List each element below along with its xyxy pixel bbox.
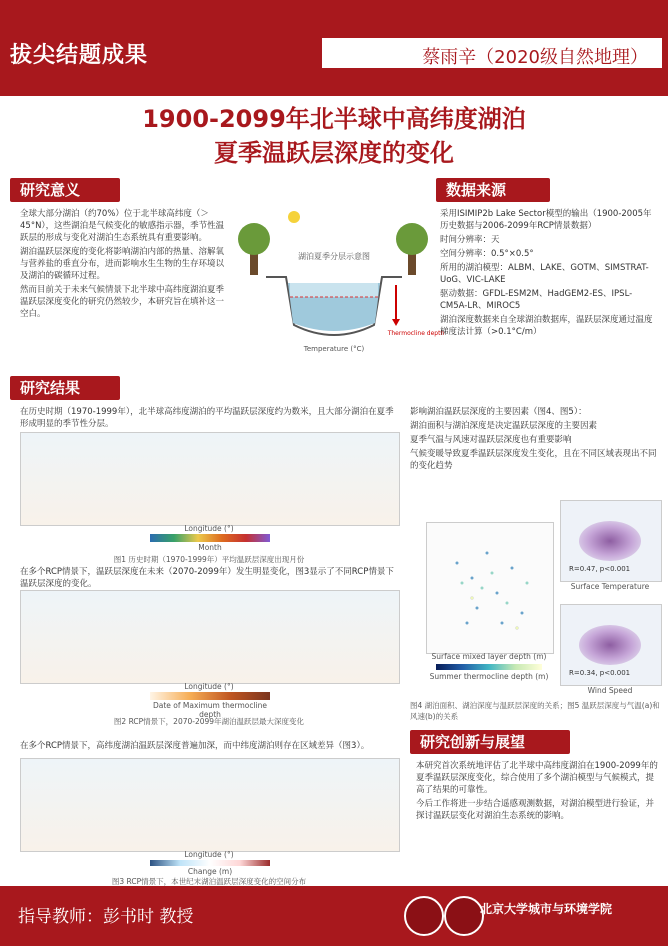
significance-text: [20, 208, 232, 322]
figure-5a-density: [560, 500, 662, 582]
figure-5b-density: [560, 604, 662, 686]
header-title: 拔尖结题成果: [10, 43, 149, 68]
figure-4-colorbar-label: Summer thermocline depth (m): [429, 672, 549, 681]
results-text-3: 在多个RCP情景下，高纬度湖泊温跃层深度普遍加深，而中纬度湖泊则存在区域差异（图3）。: [20, 741, 370, 751]
college-logo: [444, 896, 484, 936]
section-results-heading: 研究结果: [10, 376, 120, 400]
figure-1-legend-title: Month: [198, 543, 222, 552]
poster-title-line2: 夏季温跃层深度的变化: [214, 139, 454, 167]
figure-5b-density-blob: [579, 625, 641, 665]
innovation-paragraph: 本研究首次系统地评估了北半球中高纬度湖泊在1900-2099年的夏季温跃层深度变化，综合使用了多个湖泊模型与气候模式，提高了结果的可靠性。: [416, 761, 658, 795]
figure-5b-stat: R=0.34, p<0.001: [569, 669, 631, 677]
pku-logo: [404, 896, 444, 936]
author-box: [322, 38, 662, 68]
innovation-text: [416, 760, 660, 824]
figure-2-xlabel: Longitude (°): [184, 682, 234, 691]
results-right-paragraph: 影响湖泊温跃层深度的主要因素（图4、图5）：: [410, 407, 587, 417]
results-text-1: 在历史时期（1970-1999年），北半球高纬度湖泊的平均温跃层深度约为数米，且大部分湖泊在夏季形成明显的季节性分层。: [20, 407, 394, 429]
significance-paragraph: 全球大部分湖泊（约70%）位于北半球高纬度（＞45°N），这些湖泊是气候变化的敏感指示器，季节性温跃层的形成与变化对湖泊生态系统具有重要影响。: [20, 209, 225, 243]
data-text: [440, 208, 658, 340]
results-right-paragraph: 夏季气温与风速对温跃层深度也有重要影响: [410, 435, 572, 445]
figure-1-xlabel: Longitude (°): [184, 524, 234, 533]
schematic-title: 湖泊夏季分层示意图: [298, 252, 370, 261]
header-band: [0, 0, 668, 96]
footer-band: [0, 886, 668, 946]
sun-icon: [288, 211, 300, 223]
advisor-name: 指导教师：彭书时 教授: [18, 907, 194, 927]
epilimnion-layer: [290, 283, 378, 297]
innovation-paragraph: 今后工作将进一步结合遥感观测数据，对湖泊模型进行验证，并探讨温跃层变化对湖泊生态系统的影响。: [416, 799, 655, 821]
figure-2-legend-title: Date of Maximum thermocline depth: [152, 701, 268, 719]
college-name: 北京大学城市与环境学院: [480, 902, 613, 916]
figure-3-caption: 图3 RCP情景下，本世纪末湖泊温跃层深度变化的空间分布: [111, 877, 307, 886]
figure-2-legend: [150, 692, 270, 700]
data-paragraph: 采用ISIMIP2b Lake Sector模型的输出（1900-2005年历史数据与2006-2099年RCP情景数据）: [440, 209, 652, 231]
figure-3-map: [20, 758, 400, 852]
figure-4-scatter: [426, 522, 554, 654]
poster-title: [0, 102, 668, 170]
figure-5a-stat: R=0.47, p<0.001: [569, 565, 631, 573]
figure-2-map: [20, 590, 400, 684]
poster-title-line1: 1900-2099年北半球中高纬度湖泊: [142, 105, 526, 133]
figure-1-map: [20, 432, 400, 526]
author-name: 蔡雨辛（2020级自然地理）: [422, 47, 648, 68]
figure-1-legend: [150, 534, 270, 542]
data-paragraph: 空间分辨率：0.5°×0.5°: [440, 249, 534, 259]
figure-5a-density-blob: [579, 521, 641, 561]
schematic-side-label: Thermocline depth: [387, 330, 445, 337]
section-significance-heading: 研究意义: [10, 178, 120, 202]
figure-4-5-caption: 图4 湖泊面积、湖泊深度与温跃层深度的关系；图5 温跃层深度与气温(a)和风速(b)的关系: [410, 701, 660, 721]
figure-4-svg: [427, 523, 553, 653]
figure-3-legend-title: Change (m): [187, 867, 233, 876]
figure-1-caption: 图1 历史时期（1970-1999年）平均温跃层深度出现月份: [113, 555, 305, 564]
lake-schematic-svg: [236, 205, 445, 355]
figure-3-legend: [150, 860, 270, 866]
figure-4-colorbar: [436, 664, 542, 670]
significance-paragraph: 然而目前关于未来气候情景下北半球中高纬度湖泊夏季温跃层深度变化的研究仍然较少，本研究旨在填补这一空白。: [20, 285, 225, 319]
figure-4-xlabel: Surface mixed layer depth (m): [431, 652, 547, 661]
data-paragraph: 湖泊深度数据来自全球湖泊数据库，温跃层深度通过温度梯度法计算（>0.1°C/m）: [440, 315, 653, 337]
figure-3-xlabel: Longitude (°): [184, 850, 234, 859]
data-paragraph: 驱动数据：GFDL-ESM2M、HadGEM2-ES、IPSL-CM5A-LR、MIROC5: [440, 289, 633, 311]
significance-paragraph: 湖泊温跃层深度的变化将影响湖泊内部的热量、溶解氧与营养盐的垂直分布，进而影响水生生物的生存环境以及湖泊的碳循环过程。: [20, 247, 225, 281]
data-paragraph: 所用的湖泊模型：ALBM、LAKE、GOTM、SIMSTRAT-UoG、VIC-LAKE: [440, 263, 649, 285]
results-right-paragraph: 湖泊面积与湖泊深度是决定温跃层深度的主要因素: [410, 421, 598, 431]
lake-schematic-figure: [236, 205, 445, 355]
section-data-heading: 数据来源: [436, 178, 550, 202]
data-paragraph: 时间分辨率：天: [440, 235, 500, 245]
schematic-xlabel: Temperature (°C): [303, 345, 365, 353]
figure-5a-xlabel: Surface Temperature: [570, 582, 650, 591]
results-right-text: [410, 406, 658, 474]
figure-5b-xlabel: Wind Speed: [587, 686, 633, 695]
results-text-2: 在多个RCP情景下，温跃层深度在未来（2070-2099年）发生明显变化，图3显示了不同RCP情景下温跃层深度的变化。: [20, 567, 394, 589]
figure-2-caption: 图2 RCP情景下，2070-2099年湖泊温跃层最大深度变化: [113, 717, 305, 726]
section-innovation-heading: 研究创新与展望: [410, 730, 570, 754]
results-right-paragraph: 气候变暖导致夏季温跃层深度发生变化，且在不同区域表现出不同的变化趋势: [410, 449, 657, 471]
